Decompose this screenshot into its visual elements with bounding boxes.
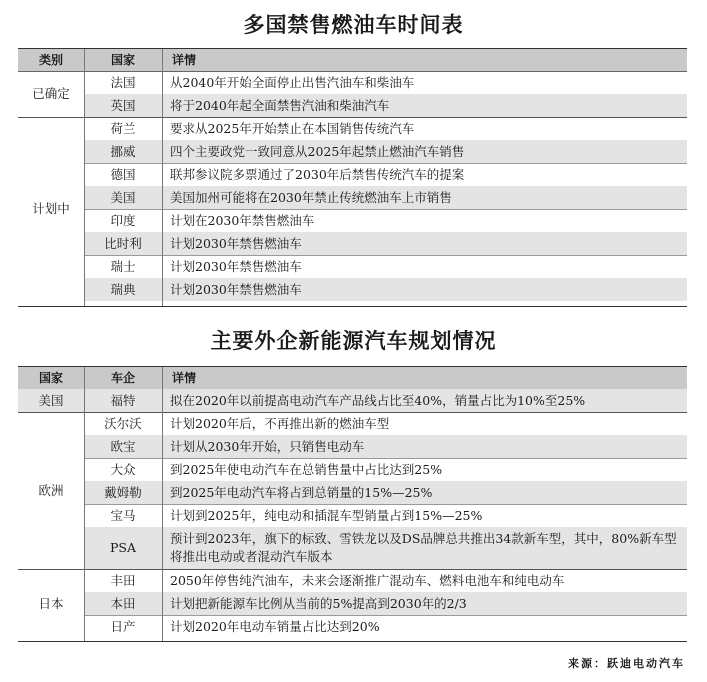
country-cell: 法国 [110, 75, 136, 90]
group-label: 欧洲 [38, 483, 64, 498]
detail-cell: 联邦参议院多票通过了2030年后禁售传统汽车的提案 [170, 167, 465, 182]
company-cell: 戴姆勒 [104, 485, 142, 500]
group-label: 计划中 [32, 201, 70, 216]
country-cell: 瑞士 [110, 259, 136, 274]
detail-cell: 到2025年使电动汽车在总销售量中占比达到25% [170, 462, 443, 477]
detail-cell: 计划2020年电动车销量占比达到20% [170, 619, 380, 634]
source-credit: 来源：跃迪电动汽车 [568, 657, 685, 670]
company-cell: 福特 [110, 393, 136, 408]
table-row [84, 481, 687, 504]
ban-timeline-table [18, 48, 687, 307]
header-detail: 详情 [172, 53, 197, 67]
table-row [84, 117, 687, 140]
country-cell: 英国 [110, 98, 136, 113]
detail-cell: 计划到2025年，纯电动和插混车型销量占到15%—25% [170, 508, 483, 523]
detail-cell: 计划2030年禁售燃油车 [170, 282, 302, 297]
detail-cell: 拟在2020年以前提高电动汽车产品线占比至40%，销量占比为10%至25% [170, 393, 586, 408]
table-row [84, 94, 687, 117]
country-cell: 荷兰 [110, 121, 136, 136]
country-cell: 德国 [110, 167, 136, 182]
detail-cell: 计划从2030年开始，只销售电动车 [170, 439, 365, 454]
country-cell: 美国 [110, 190, 136, 205]
table-row [84, 232, 687, 255]
table-row [84, 504, 687, 527]
group-label: 日本 [38, 596, 64, 611]
detail-cell: 计划2020年后，不再推出新的燃油车型 [170, 416, 390, 431]
table-row [84, 186, 687, 209]
detail-cell: 计划2030年禁售燃油车 [170, 259, 302, 274]
company-cell: 日产 [110, 619, 136, 634]
group-label: 已确定 [32, 86, 70, 101]
table2-title: 主要外企新能源汽车规划情况 [210, 329, 497, 353]
header-country: 国家 [110, 53, 135, 67]
table1-title: 多国禁售燃油车时间表 [243, 13, 464, 37]
detail-cell: 到2025年电动汽车将占到总销量的15%—25% [170, 485, 433, 500]
table-row [84, 209, 687, 232]
detail-cell: 计划在2030年禁售燃油车 [170, 213, 315, 228]
table-row [84, 389, 687, 412]
detail-cell: 计划2030年禁售燃油车 [170, 236, 302, 251]
table-row [84, 527, 687, 569]
table-row [84, 140, 687, 163]
table1-header [18, 49, 687, 72]
table-row [84, 615, 687, 638]
table-row [84, 163, 687, 186]
company-cell: PSA [109, 540, 136, 555]
table-row [84, 255, 687, 278]
group-label: 美国 [38, 393, 64, 408]
company-cell: 欧宝 [110, 439, 136, 454]
detail-cell: 从2040年开始全面停止出售汽油车和柴油车 [170, 75, 415, 90]
table-row [84, 458, 687, 481]
company-cell: 宝马 [110, 508, 136, 523]
table-row [84, 569, 687, 592]
country-cell: 比时利 [104, 236, 142, 251]
automaker-plan-table [18, 366, 687, 642]
country-cell: 印度 [110, 213, 136, 228]
detail-cell: 预计到2023年，旗下的标致、雪铁龙以及DS品牌总共推出34款新车型，其中，80%新车型将推出电动或者混动汽车版本 [170, 531, 677, 564]
detail-cell: 2050年停售纯汽油车，未来会逐渐推广混动车、燃料电池车和纯电动车 [170, 573, 565, 588]
header-category: 类别 [38, 53, 63, 67]
table-row [84, 278, 687, 301]
table-row [84, 435, 687, 458]
table-row [84, 412, 687, 435]
table-row [84, 71, 687, 94]
header-detail: 详情 [172, 371, 197, 385]
company-cell: 大众 [110, 462, 136, 477]
header-company: 车企 [110, 371, 135, 385]
company-cell: 沃尔沃 [104, 416, 142, 431]
table-row [84, 592, 687, 615]
detail-cell: 美国加州可能将在2030年禁止传统燃油车上市销售 [170, 190, 452, 205]
company-cell: 丰田 [110, 573, 136, 588]
detail-cell: 将于2040年起全面禁售汽油和柴油汽车 [170, 98, 390, 113]
country-cell: 瑞典 [110, 282, 136, 297]
country-cell: 挪威 [110, 144, 136, 159]
detail-cell: 计划把新能源车比例从当前的5%提高到2030年的2/3 [170, 596, 467, 611]
table2-header [18, 367, 687, 390]
company-cell: 本田 [110, 596, 136, 611]
header-country: 国家 [38, 371, 63, 385]
detail-cell: 四个主要政党一致同意从2025年起禁止燃油汽车销售 [170, 144, 465, 159]
detail-cell: 要求从2025年开始禁止在本国销售传统汽车 [170, 121, 415, 136]
